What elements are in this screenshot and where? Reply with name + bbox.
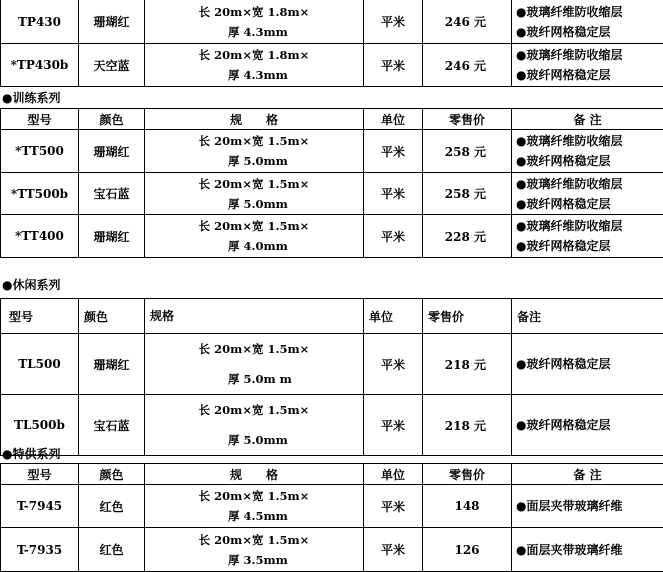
color-cell: 珊瑚红 [79, 215, 145, 258]
note-line: ●面层夹带玻璃纤维 [516, 542, 623, 557]
table-header-row [1, 464, 663, 485]
note-line: ●玻璃纤维防收缩层 [516, 219, 623, 233]
table-row [1, 215, 663, 258]
price-cell: 218 元 [423, 334, 512, 395]
price-cell: 228 元 [423, 215, 512, 258]
header-color: 颜色 [79, 299, 145, 334]
color-cell: 宝石蓝 [79, 395, 145, 456]
table-header-row [1, 109, 663, 130]
note-cell [512, 173, 663, 215]
color-cell: 珊瑚红 [79, 130, 145, 173]
spec-line: 长 20m×宽 1.8m× [198, 48, 310, 62]
special-table [0, 463, 663, 572]
header-note: 备 注 [512, 464, 663, 485]
unit-cell: 平米 [364, 334, 423, 395]
note-cell [512, 395, 663, 456]
unit-cell: 平米 [364, 0, 423, 44]
header-price: 零售价 [423, 464, 512, 485]
note-line: ●玻璃纤维防收缩层 [516, 134, 623, 148]
price-cell: 126 [423, 528, 512, 572]
unit-cell: 平米 [364, 173, 423, 215]
note-line: ●玻纤网格稳定层 [516, 418, 611, 432]
color-cell: 宝石蓝 [79, 173, 145, 215]
section-title-leisure: ●休闲系列 [2, 278, 61, 292]
spec-cell [145, 173, 364, 215]
spec-cell [145, 334, 364, 395]
model-cell: *TP430b [1, 44, 79, 87]
header-unit: 单位 [364, 109, 423, 130]
color-cell: 天空蓝 [79, 44, 145, 87]
header-unit: 单位 [364, 464, 423, 485]
spec-line: 厚 4.3mm [228, 24, 288, 39]
section-title-training: ●训练系列 [2, 91, 61, 105]
header-spec: 规 格 [145, 109, 364, 130]
spec-line: 厚 5.0mm [228, 154, 288, 168]
price-cell: 246 元 [423, 0, 512, 44]
spec-line: 厚 4.3mm [228, 68, 288, 82]
table-row [1, 130, 663, 173]
leisure-table [0, 298, 663, 456]
spec-line: 长 20m×宽 1.5m× [198, 403, 310, 417]
header-unit: 单位 [364, 299, 423, 334]
header-model: 型号 [1, 299, 79, 334]
spec-line: 厚 5.0m m [228, 372, 292, 386]
spec-line: 长 20m×宽 1.5m× [198, 134, 310, 148]
price-cell: 258 元 [423, 173, 512, 215]
table-row [1, 44, 663, 87]
unit-cell: 平米 [364, 130, 423, 173]
model-cell: TL500b [1, 395, 79, 456]
header-price: 零售价 [423, 109, 512, 130]
color-cell: 红色 [79, 485, 145, 528]
color-cell: 珊瑚红 [79, 0, 145, 44]
spec-line: 长 20m×宽 1.5m× [198, 219, 310, 233]
note-cell [512, 334, 663, 395]
note-line: ●玻纤网格稳定层 [516, 357, 611, 371]
price-cell: 246 元 [423, 44, 512, 87]
unit-cell: 平米 [364, 485, 423, 528]
table-row [1, 173, 663, 215]
note-line: ●玻璃纤维防收缩层 [516, 48, 623, 62]
note-line: ●玻纤网格稳定层 [516, 154, 611, 168]
header-model: 型号 [1, 109, 79, 130]
header-color: 颜色 [79, 464, 145, 485]
spec-line: 厚 3.5mm [228, 552, 288, 567]
unit-cell: 平米 [364, 528, 423, 572]
note-cell [512, 528, 663, 572]
note-line: ●面层夹带玻璃纤维 [516, 499, 623, 513]
training-table [0, 108, 663, 258]
note-cell [512, 0, 663, 44]
table-row [1, 395, 663, 456]
table-row [1, 528, 663, 572]
table-row [1, 334, 663, 395]
spec-cell [145, 395, 364, 456]
color-cell: 红色 [79, 528, 145, 572]
model-cell: *TT500 [1, 130, 79, 173]
note-line: ●玻纤网格稳定层 [516, 68, 611, 82]
table-header-row [1, 299, 663, 334]
spec-line: 长 20m×宽 1.8m× [198, 4, 310, 19]
note-cell [512, 44, 663, 87]
unit-cell: 平米 [364, 395, 423, 456]
note-line: ●玻璃纤维防收缩层 [516, 4, 623, 19]
model-cell: *TT400 [1, 215, 79, 258]
model-cell: TP430 [1, 0, 79, 44]
model-cell: TL500 [1, 334, 79, 395]
spec-cell [145, 0, 364, 44]
table-row [1, 0, 663, 44]
note-line: ●玻璃纤维防收缩层 [516, 176, 623, 191]
top-table [0, 0, 663, 87]
note-line: ●玻纤网格稳定层 [516, 239, 611, 253]
unit-cell: 平米 [364, 44, 423, 87]
note-cell [512, 485, 663, 528]
table-row [1, 485, 663, 528]
header-color: 颜色 [79, 109, 145, 130]
note-cell [512, 215, 663, 258]
spec-cell [145, 485, 364, 528]
spec-line: 长 20m×宽 1.5m× [198, 342, 310, 356]
spec-line: 长 20m×宽 1.5m× [198, 489, 310, 503]
spec-cell [145, 44, 364, 87]
header-note: 备注 [512, 299, 663, 334]
note-line: ●玻纤网格稳定层 [516, 196, 611, 211]
color-cell: 珊瑚红 [79, 334, 145, 395]
spec-line: 厚 5.0mm [228, 433, 288, 447]
spec-cell [145, 528, 364, 572]
price-cell: 148 [423, 485, 512, 528]
section-title-special: ●特供系列 [2, 447, 61, 461]
price-cell: 258 元 [423, 130, 512, 173]
header-price: 零售价 [423, 299, 512, 334]
price-cell: 218 元 [423, 395, 512, 456]
note-cell [512, 130, 663, 173]
header-spec: 规 格 [145, 464, 364, 485]
unit-cell: 平米 [364, 215, 423, 258]
spec-line: 厚 4.0mm [228, 239, 288, 253]
spec-cell [145, 215, 364, 258]
header-spec: 规格 [145, 299, 364, 334]
model-cell: *TT500b [1, 173, 79, 215]
spec-cell [145, 130, 364, 173]
spec-line: 长 20m×宽 1.5m× [198, 176, 310, 191]
spec-line: 长 20m×宽 1.5m× [198, 532, 310, 547]
model-cell: T-7935 [1, 528, 79, 572]
note-line: ●玻纤网格稳定层 [516, 24, 611, 39]
model-cell: T-7945 [1, 485, 79, 528]
header-model: 型号 [1, 464, 79, 485]
spec-line: 厚 4.5mm [228, 509, 288, 523]
header-note: 备 注 [512, 109, 663, 130]
spec-line: 厚 5.0mm [228, 196, 288, 211]
